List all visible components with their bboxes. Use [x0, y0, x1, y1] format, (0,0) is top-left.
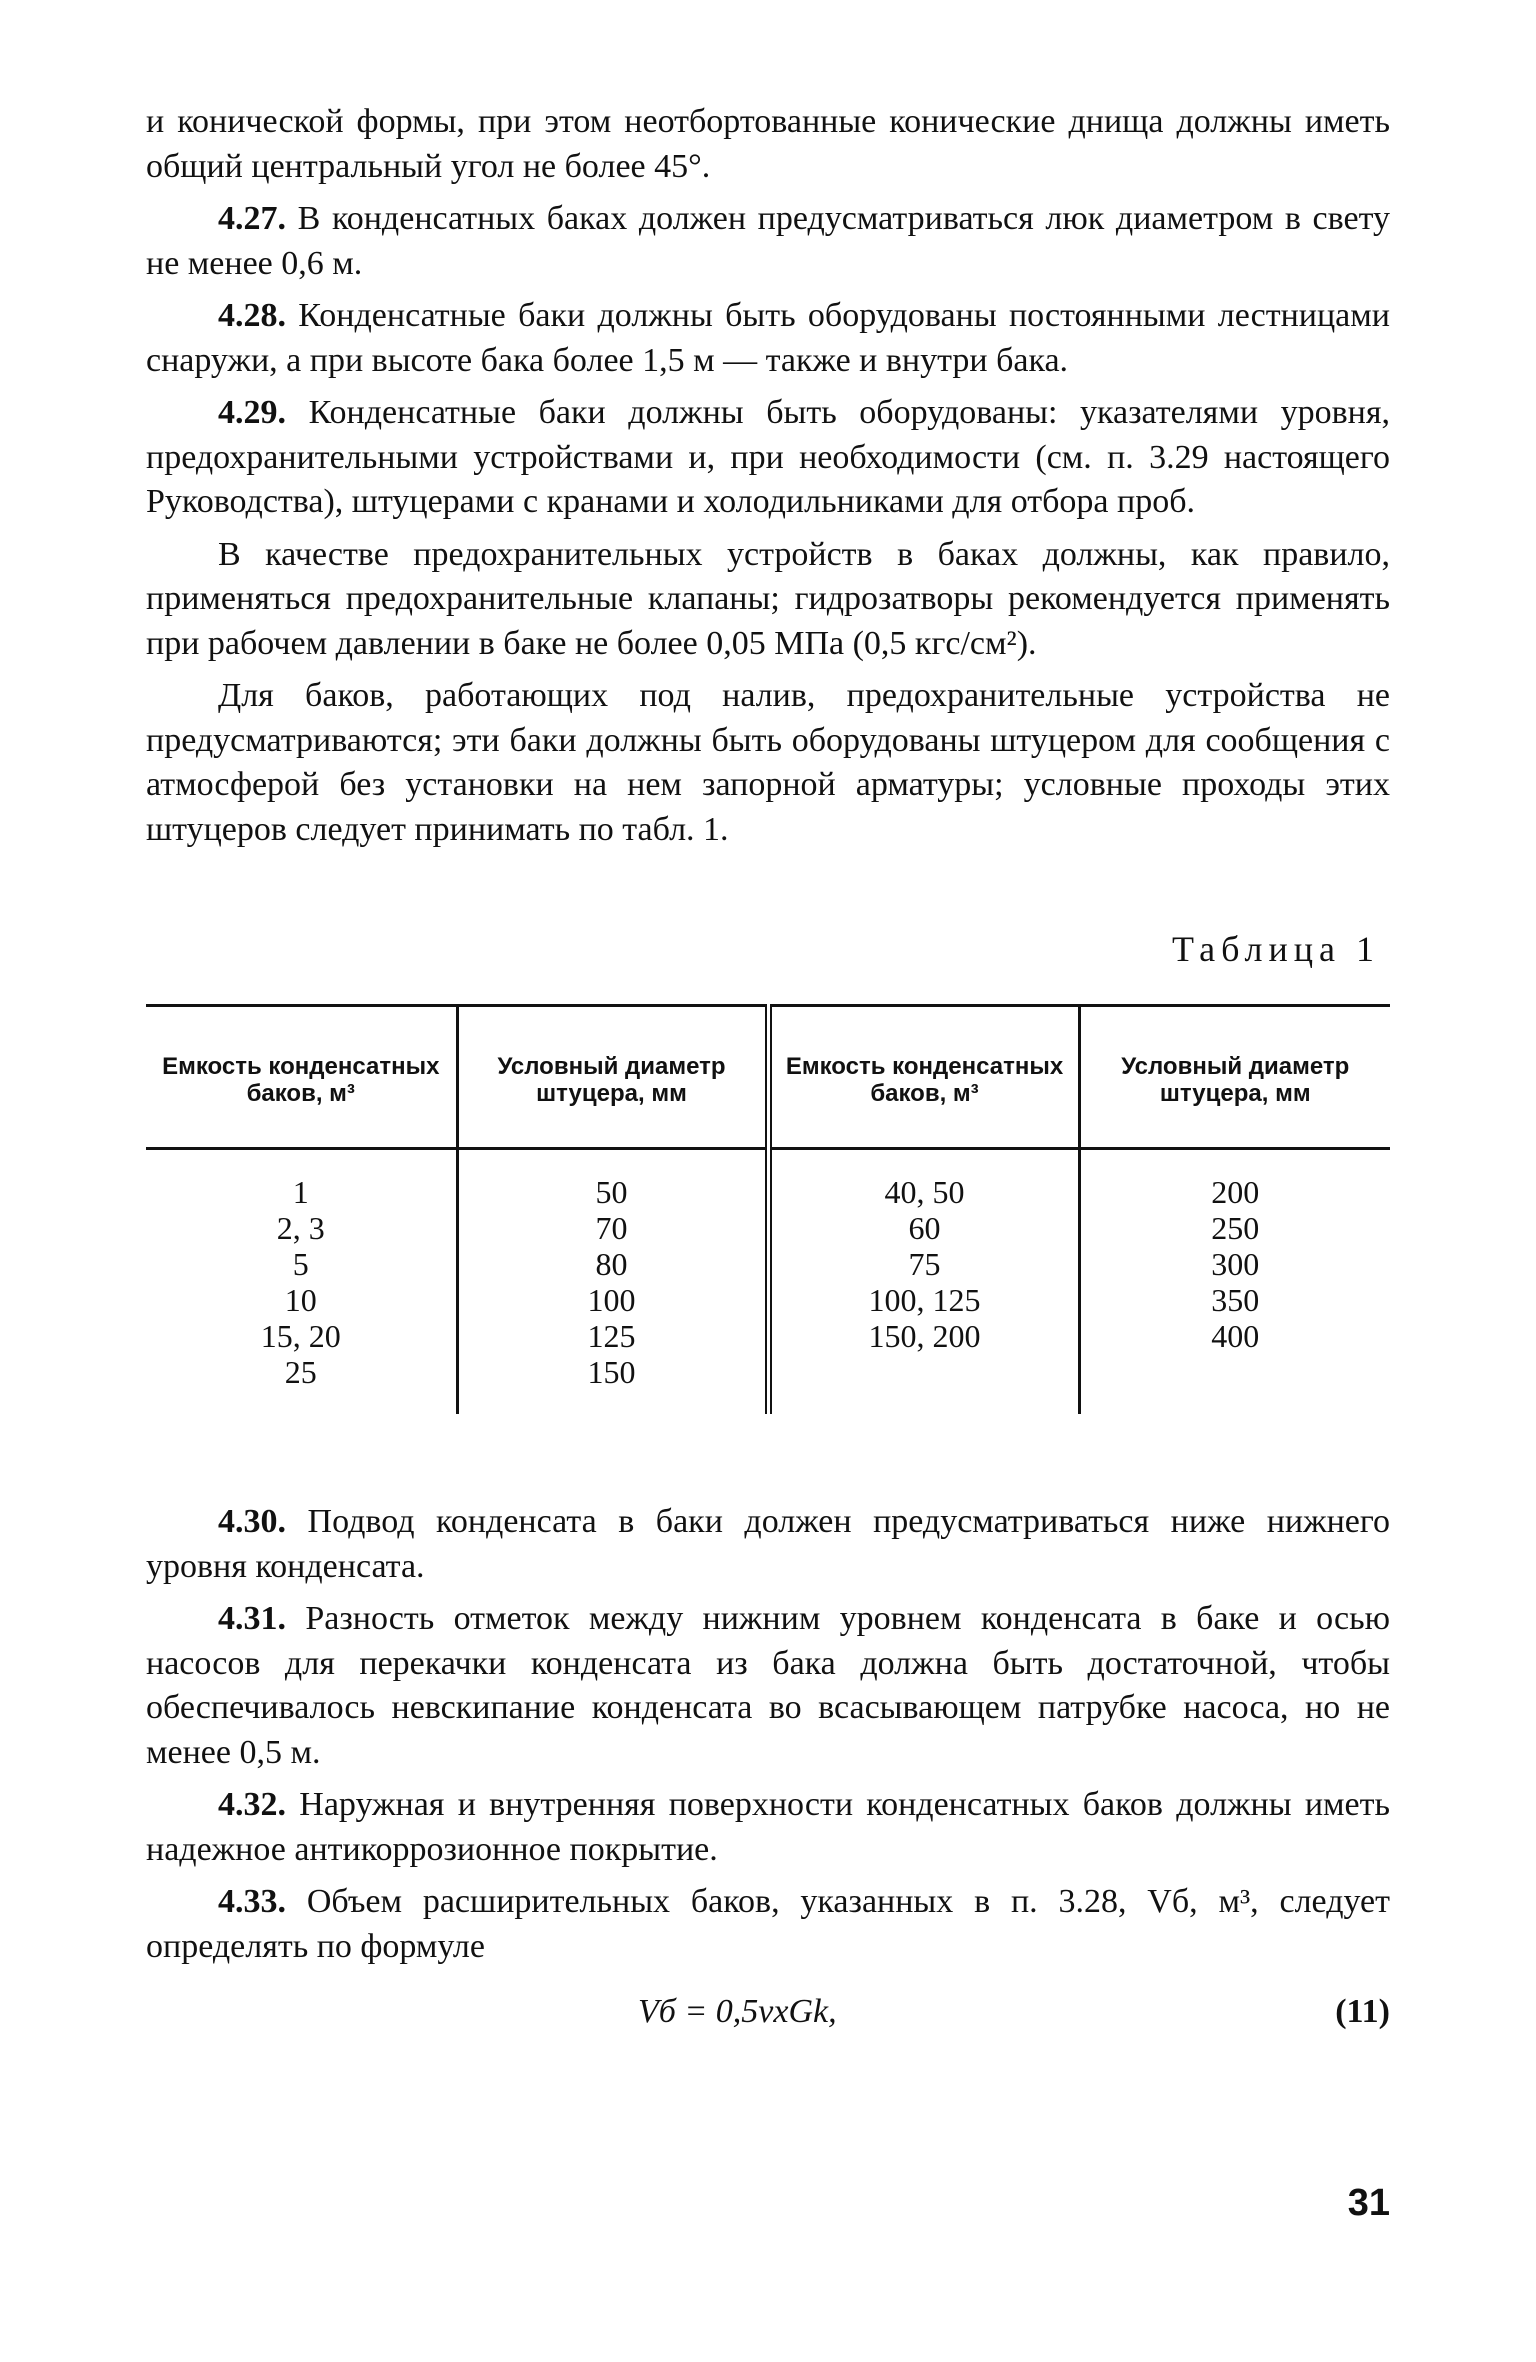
- table-cell: 5: [292, 1246, 309, 1282]
- table-cell: 60: [908, 1210, 941, 1246]
- table-cell: 10: [284, 1282, 317, 1318]
- table-cell: 25: [284, 1354, 317, 1390]
- paragraph-text: В качестве предохранительных устройств в баках должны, как правило, применяться предохранительные клапаны; гидрозатворы рекомендуется применять при рабочем давлении в баке не более 0,05 МПа (0,5 кгс/см²).: [146, 535, 1390, 662]
- table-cell: 2, 3: [276, 1210, 325, 1246]
- table-cell: 125: [587, 1318, 636, 1354]
- clause-number: 4.29.: [218, 394, 286, 431]
- table-cell: 300: [1211, 1246, 1260, 1282]
- header-capacity-1: Емкость конденсатных баков, м³: [146, 1006, 457, 1149]
- formula-expression: Vб = 0,5vxGk,: [638, 1993, 837, 2030]
- column-diameter-2: [1079, 1149, 1390, 1415]
- table-header-row: [146, 1006, 1390, 1149]
- table-caption: Таблица 1: [1172, 929, 1380, 969]
- paragraph-text: Объем расширительных баков, указанных в п. 3.28, Vб, м³, следует определять по формуле: [146, 1883, 1390, 1965]
- table-cell: 15, 20: [260, 1318, 341, 1354]
- clause-4-27: [146, 197, 1390, 286]
- table-cell: 150, 200: [868, 1318, 981, 1354]
- table-cell: 100, 125: [868, 1282, 981, 1318]
- header-capacity-2: Емкость конденсатных баков, м³: [768, 1006, 1079, 1149]
- section-after-table: [146, 1500, 1390, 2053]
- clause-number: 4.27.: [218, 200, 286, 237]
- column-capacity-2: [768, 1149, 1079, 1415]
- paragraph-text: Конденсатные баки должны быть оборудованы: указателями уровня, предохранительными устройствами и, при необходимости (см. п. 3.29 настоящего Руководства), штуцерами с кранами и холодильниками для отбора проб.: [146, 394, 1390, 520]
- paragraph-text: Конденсатные баки должны быть оборудованы постоянными лестницами снаружи, а при высоте бака более 1,5 м — также и внутри бака.: [146, 297, 1390, 379]
- table-row: [146, 1149, 1390, 1415]
- table-cell: 50: [595, 1174, 628, 1210]
- column-capacity-1: [146, 1149, 457, 1415]
- paragraph-text: В конденсатных баках должен предусматриваться люк диаметром в свету не менее 0,6 м.: [146, 200, 1390, 282]
- page-number: 31: [1347, 2182, 1390, 2224]
- table-cell: 400: [1211, 1318, 1260, 1354]
- header-diameter-1: Условный диаметр штуцера, мм: [457, 1006, 768, 1149]
- document-page: [146, 100, 1390, 2053]
- clause-4-33: [146, 1880, 1390, 1969]
- paragraph-text: Подвод конденсата в баки должен предусматриваться ниже нижнего уровня конденсата.: [146, 1503, 1390, 1585]
- clause-4-32: [146, 1783, 1390, 1872]
- clause-number: 4.28.: [218, 297, 286, 334]
- table-cell: 100: [587, 1282, 636, 1318]
- column-diameter-1: [457, 1149, 768, 1415]
- clause-number: 4.33.: [218, 1883, 286, 1920]
- paragraph-gravity-tanks: [146, 674, 1390, 852]
- table-cell: 70: [595, 1210, 628, 1246]
- clause-4-30: [146, 1500, 1390, 1589]
- clause-number: 4.31.: [218, 1600, 286, 1637]
- table-cell: 150: [587, 1354, 636, 1390]
- formula-row: [146, 1993, 1390, 2053]
- clause-number: 4.30.: [218, 1503, 286, 1540]
- clause-4-28: [146, 294, 1390, 383]
- table-cell: 200: [1211, 1174, 1260, 1210]
- paragraph-text: Наружная и внутренняя поверхности конденсатных баков должны иметь надежное антикоррозионное покрытие.: [146, 1786, 1390, 1868]
- table-cell: 80: [595, 1246, 628, 1282]
- table-cell: 1: [292, 1174, 309, 1210]
- paragraph-text: и конической формы, при этом неотбортованные конические днища должны иметь общий центральный угол не более 45°.: [146, 103, 1390, 185]
- clause-4-31: [146, 1597, 1390, 1775]
- paragraph-text: Разность отметок между нижним уровнем конденсата в баке и осью насосов для перекачки конденсата из бака должна быть достаточной, чтобы обеспечивалось невскипание конденсата во всасывающем патрубке насоса, но не менее 0,5 м.: [146, 1600, 1390, 1771]
- paragraph-safety-devices: [146, 533, 1390, 667]
- table-cell: 75: [908, 1246, 941, 1282]
- fitting-diameter-table: [146, 1004, 1390, 1414]
- clause-4-29: [146, 391, 1390, 525]
- table-cell: 350: [1211, 1282, 1260, 1318]
- paragraph-continuation: [146, 100, 1390, 189]
- equation-number: (11): [1335, 1993, 1390, 2030]
- table-cell: 250: [1211, 1210, 1260, 1246]
- header-diameter-2: Условный диаметр штуцера, мм: [1079, 1006, 1390, 1149]
- table-cell: 40, 50: [884, 1174, 965, 1210]
- paragraph-text: Для баков, работающих под налив, предохранительные устройства не предусматриваются; эти баки должны быть оборудованы штуцером для сообщения с атмосферой без установки на нем запорной арматуры; условные проходы этих штуцеров следует принимать по табл. 1.: [146, 677, 1390, 848]
- clause-number: 4.32.: [218, 1786, 286, 1823]
